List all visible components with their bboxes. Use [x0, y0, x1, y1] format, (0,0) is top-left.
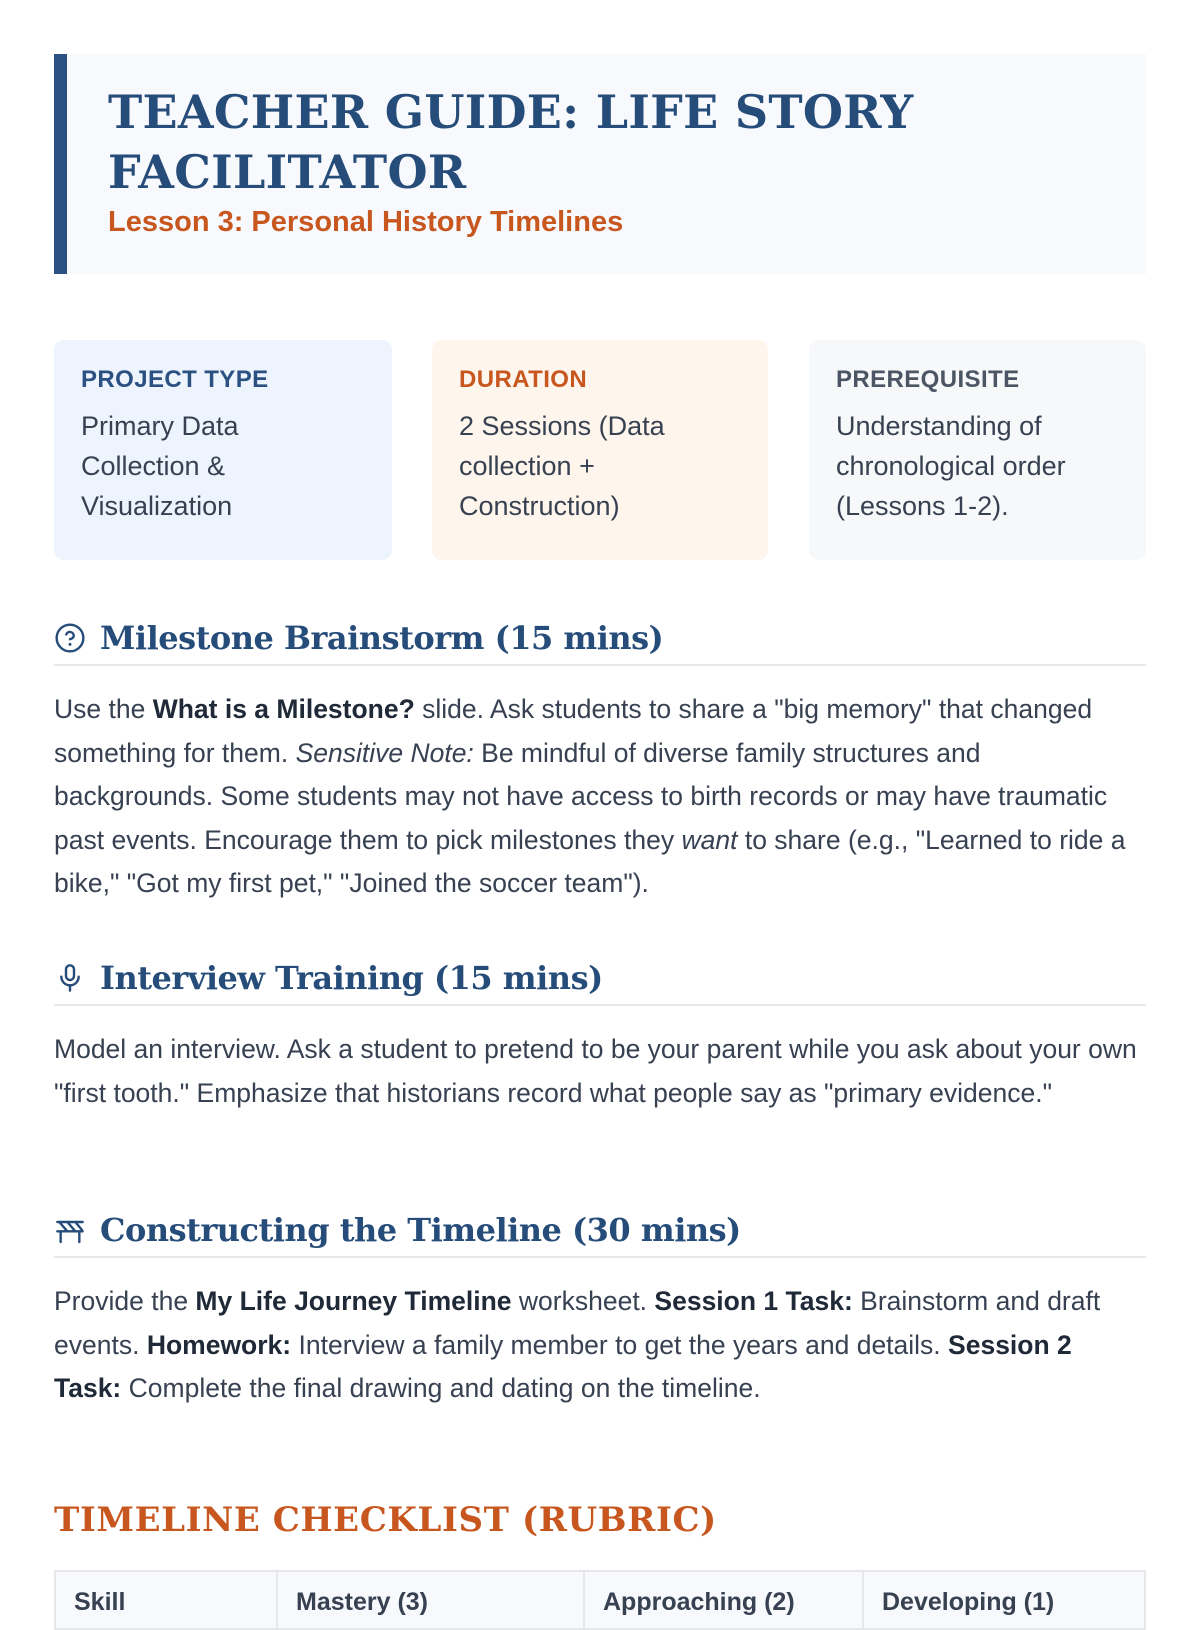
body-italic: Sensitive Note:	[295, 737, 474, 768]
section-title: Interview Training (15 mins)	[100, 959, 603, 997]
rubric-title: TIMELINE CHECKLIST (RUBRIC)	[54, 1500, 717, 1540]
section-body	[54, 1280, 1146, 1411]
card-text	[836, 406, 1120, 526]
rubric-column-header: Developing (1)	[882, 1588, 1055, 1616]
body-text: Complete the final drawing and dating on the timeline.	[121, 1373, 761, 1403]
section-title: Milestone Brainstorm (15 mins)	[100, 619, 664, 657]
rubric-table-header	[54, 1570, 1146, 1630]
page-title-line-2: FACILITATOR	[108, 145, 467, 199]
card-text	[459, 406, 742, 526]
body-italic: want	[681, 824, 738, 855]
body-bold: Session 2 Task:	[54, 1329, 1072, 1403]
card-line: Construction)	[459, 491, 620, 521]
body-bold: My Life Journey Timeline	[195, 1286, 512, 1316]
body-text: Brainstorm and draft events.	[54, 1286, 1101, 1360]
body-bold: Session 1 Task:	[654, 1286, 853, 1316]
section-heading	[54, 614, 1146, 666]
teacher-guide-page	[54, 54, 1146, 1616]
body-text: Interview a family member to get the years and details.	[291, 1329, 949, 1360]
card-line: Visualization	[81, 491, 233, 521]
body-bold: Homework:	[146, 1329, 292, 1360]
microphone-icon	[54, 962, 86, 994]
page-title-line-1: TEACHER GUIDE: LIFE STORY	[108, 85, 914, 139]
section-heading	[54, 954, 1146, 1006]
card-line: collection +	[459, 451, 595, 481]
card-label: PROJECT TYPE	[81, 366, 269, 393]
card-line: Collection &	[81, 451, 226, 481]
card-text	[81, 406, 366, 526]
body-text: worksheet.	[511, 1286, 655, 1316]
section-title: Constructing the Timeline (30 mins)	[100, 1211, 741, 1249]
rubric-column-header: Approaching (2)	[585, 1572, 864, 1628]
body-text: Provide the	[54, 1286, 196, 1316]
card-line: Primary Data	[81, 411, 239, 441]
section-body	[54, 688, 1146, 906]
duration-card	[432, 340, 768, 560]
card-line: chronological order	[836, 451, 1066, 481]
info-cards	[54, 340, 1146, 560]
signpost-icon	[54, 1214, 86, 1246]
interview-training-section	[54, 954, 1146, 1115]
card-label: DURATION	[459, 366, 588, 393]
body-text: slide. Ask students to share a "big memory" that changed something for them.	[54, 694, 1093, 768]
body-text: Be mindful of diverse family structures and backgrounds. Some students may not have access to birth records or may have traumatic past events. Encourage them to pick milestones they	[54, 737, 1108, 855]
guide-header	[54, 54, 1146, 274]
rubric-column-header: Mastery (3)	[278, 1572, 585, 1628]
card-line: (Lessons 1-2).	[836, 491, 1009, 521]
constructing-timeline-section	[54, 1206, 1146, 1411]
prerequisite-card	[809, 340, 1146, 560]
section-heading	[54, 1206, 1146, 1258]
question-circle-icon	[54, 622, 86, 654]
lesson-subtitle: Lesson 3: Personal History Timelines	[108, 206, 624, 238]
section-body: Model an interview. Ask a student to pretend to be your parent while you ask about your own "first tooth." Emphasize that historians record what people say as "primary evidence."	[54, 1034, 1137, 1108]
body-text: Use the	[54, 694, 153, 724]
page-title	[108, 82, 1106, 202]
body-text: to share (e.g., "Learned to ride a bike," "Got my first pet," "Joined the soccer team").	[54, 824, 1126, 898]
card-label: PREREQUISITE	[836, 366, 1020, 393]
card-line: Understanding of	[836, 411, 1042, 441]
rubric-column-header: Skill	[56, 1572, 278, 1628]
card-line: 2 Sessions (Data	[459, 411, 665, 441]
milestone-brainstorm-section	[54, 614, 1146, 906]
project-type-card	[54, 340, 392, 560]
body-bold: What is a Milestone?	[152, 694, 415, 724]
